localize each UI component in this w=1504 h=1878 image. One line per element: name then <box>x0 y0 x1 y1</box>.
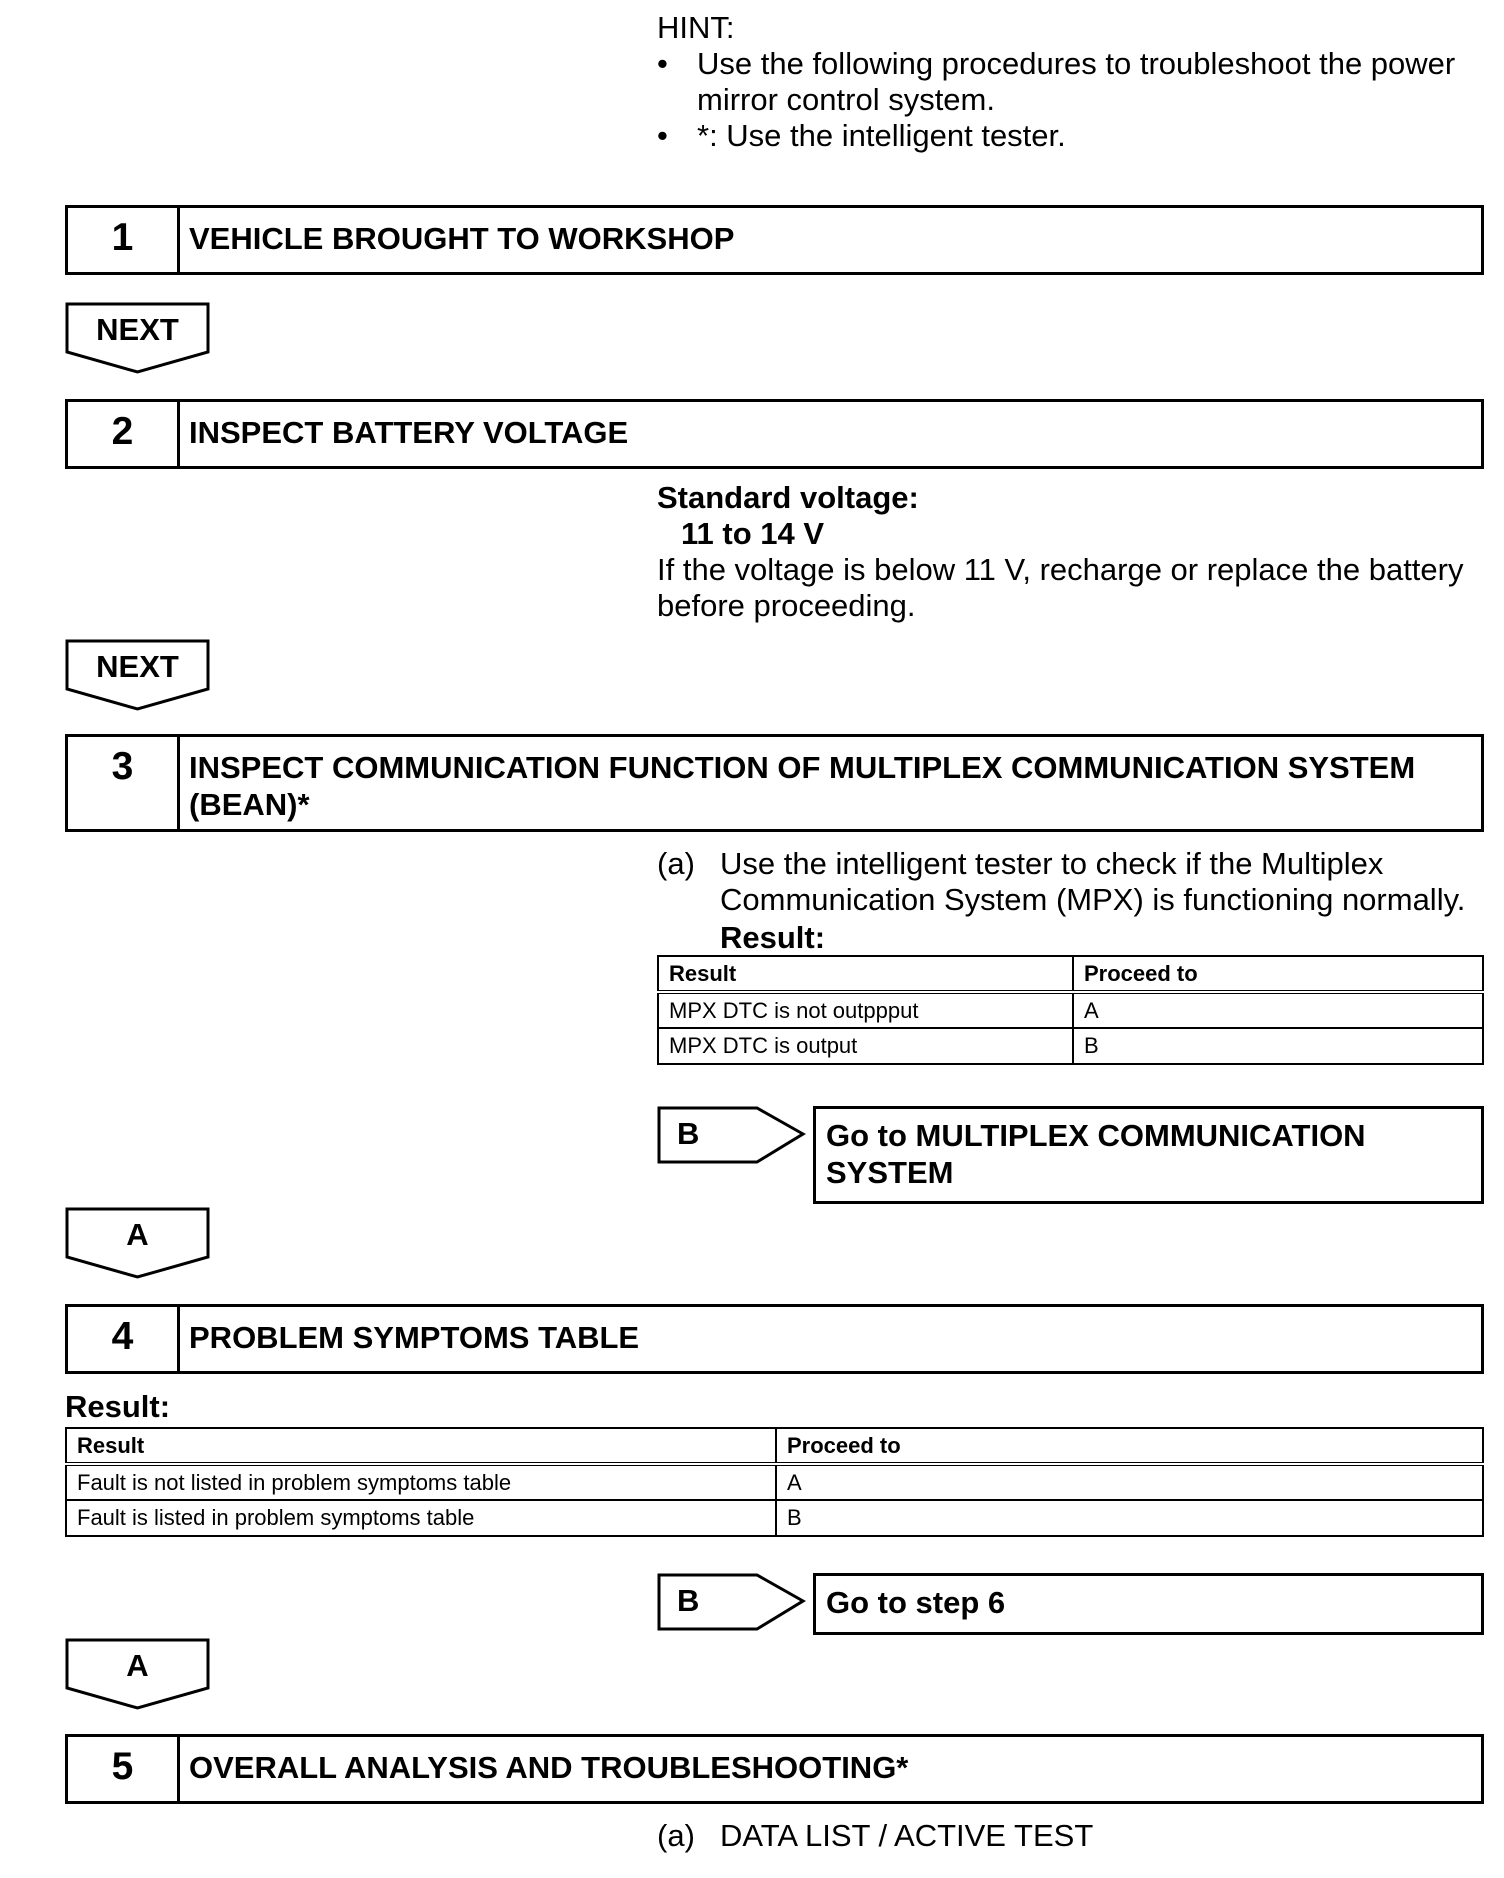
hint-item <box>657 118 1477 154</box>
next-arrow <box>65 302 210 374</box>
step-5-header <box>65 1734 1484 1804</box>
column-header: Proceed to <box>1073 956 1483 992</box>
item-tag: (a) <box>657 1818 695 1853</box>
table-cell: MPX DTC is output <box>658 1028 1073 1064</box>
table-cell: A <box>1073 992 1483 1028</box>
standard-voltage-value: 11 to 14 V <box>681 516 825 551</box>
step-4-header <box>65 1304 1484 1374</box>
b-label: B <box>677 1116 700 1151</box>
result-table <box>65 1427 1484 1537</box>
step-number: 4 <box>68 1307 180 1371</box>
column-header: Proceed to <box>776 1428 1483 1464</box>
step-number: 3 <box>68 737 180 829</box>
b-arrow <box>657 1106 807 1166</box>
step-3-header <box>65 734 1484 832</box>
table-header-row <box>658 956 1483 992</box>
step-title: OVERALL ANALYSIS AND TROUBLESHOOTING* <box>189 1750 909 1785</box>
b-arrow <box>657 1573 807 1633</box>
table-cell: B <box>1073 1028 1483 1064</box>
step-number: 1 <box>68 208 180 272</box>
result-label: Result: <box>720 920 826 955</box>
step-title: VEHICLE BROUGHT TO WORKSHOP <box>189 221 735 256</box>
next-label: NEXT <box>96 649 179 684</box>
standard-voltage-label: Standard voltage: <box>657 480 919 515</box>
b-label: B <box>677 1583 700 1618</box>
step-title: INSPECT COMMUNICATION FUNCTION OF MULTIPLEX COMMUNICATION SYSTEM (BEAN)* <box>189 750 1416 822</box>
column-header: Result <box>658 956 1073 992</box>
step-number: 2 <box>68 402 180 466</box>
item-text: Use the intelligent tester to check if the Multiplex Communication System (MPX) is functioning normally. <box>720 846 1466 917</box>
result-label: Result: <box>65 1389 171 1424</box>
step-title: INSPECT BATTERY VOLTAGE <box>189 415 629 450</box>
hint-item-text: Use the following procedures to troubleshoot the power mirror control system. <box>697 46 1456 117</box>
a-arrow <box>65 1638 210 1710</box>
table-header-row <box>66 1428 1483 1464</box>
hint-item <box>657 46 1477 118</box>
hint-list <box>657 46 1477 154</box>
item-tag: (a) <box>657 846 695 881</box>
step-5-item-a <box>657 1818 1487 1858</box>
step-2-header <box>65 399 1484 469</box>
table-row <box>658 992 1483 1028</box>
step-number: 5 <box>68 1737 180 1801</box>
table-cell: MPX DTC is not outppput <box>658 992 1073 1028</box>
table-cell: B <box>776 1500 1483 1536</box>
hint-item-text: *: Use the intelligent tester. <box>697 118 1066 153</box>
goto-box: Go to MULTIPLEX COMMUNICATION SYSTEM <box>813 1106 1484 1204</box>
table-cell: Fault is listed in problem symptoms table <box>66 1500 776 1536</box>
table-row <box>66 1500 1483 1536</box>
bullet-icon: • <box>657 46 668 81</box>
a-arrow <box>65 1207 210 1279</box>
step-1-header <box>65 205 1484 275</box>
column-header: Result <box>66 1428 776 1464</box>
next-arrow <box>65 639 210 711</box>
a-label: A <box>126 1648 149 1683</box>
item-text: DATA LIST / ACTIVE TEST <box>720 1818 1094 1853</box>
table-row <box>658 1028 1483 1064</box>
table-cell: A <box>776 1464 1483 1500</box>
next-label: NEXT <box>96 312 179 347</box>
goto-box: Go to step 6 <box>813 1573 1484 1635</box>
result-table <box>657 955 1484 1065</box>
table-cell: Fault is not listed in problem symptoms table <box>66 1464 776 1500</box>
table-row <box>66 1464 1483 1500</box>
step-title: PROBLEM SYMPTOMS TABLE <box>189 1320 640 1355</box>
hint-title: HINT: <box>657 10 735 45</box>
voltage-note: If the voltage is below 11 V, recharge or replace the battery before proceeding. <box>657 552 1464 623</box>
step-3-item-a <box>657 846 1487 918</box>
a-label: A <box>126 1217 149 1252</box>
bullet-icon: • <box>657 118 668 153</box>
